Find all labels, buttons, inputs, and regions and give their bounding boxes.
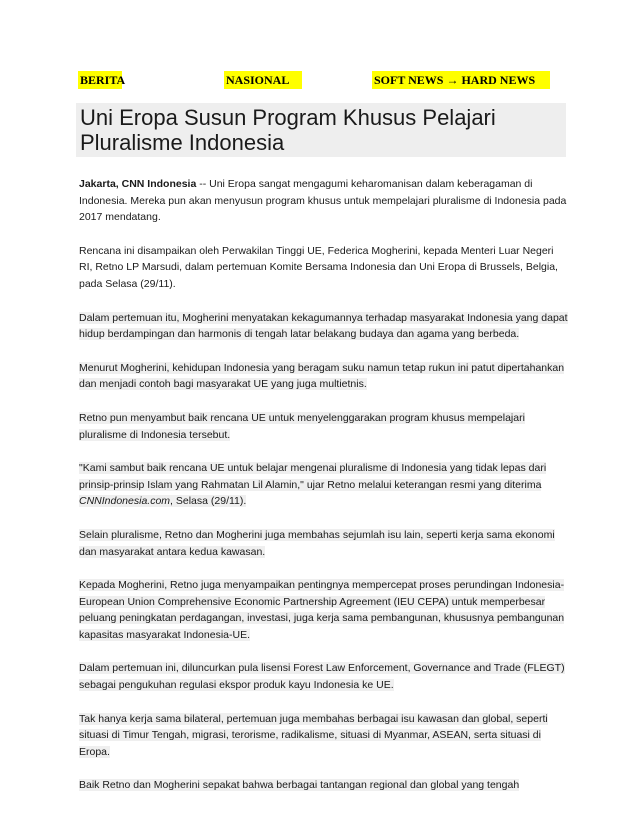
source-link: CNNIndonesia.com [79, 495, 171, 508]
news-type-tag: SOFT NEWS → HARD NEWS [372, 71, 550, 89]
paragraph-10 [79, 711, 569, 761]
paragraph-10-text: Tak hanya kerja sama bilateral, pertemuan juga membahas berbagai isu kawasan dan global, seperti situasi di Timur Tengah, migrasi, terorisme, radikalisme, situasi di Myanmar, ASEAN, serta situasi di Eropa. [79, 712, 548, 758]
paragraph-5 [79, 410, 569, 443]
paragraph-7 [79, 527, 569, 560]
paragraph-3 [79, 310, 569, 343]
paragraph-11 [79, 777, 569, 794]
paragraph-6 [79, 460, 569, 510]
paragraph-6-text-a: "Kami sambut baik rencana UE untuk belajar mengenai pluralisme di Indonesia yang tidak lepas dari prinsip-prinsip Islam yang Rahmatan Lil Alamin," ujar Retno melalui keterangan resmi yang diterima [79, 462, 547, 491]
paragraph-3-text: Dalam pertemuan itu, Mogherini menyatakan kekagumannya terhadap masyarakat Indonesia yang dapat hidup berdampingan dan harmonis di tengah latar belakang budaya dan agama yang berbeda. [79, 311, 568, 341]
paragraph-4-text: Menurut Mogherini, kehidupan Indonesia yang beragam suku namun tetap rukun ini patut dipertahankan dan menjadi contoh bagi masyarakat UE yang juga multietnis. [79, 361, 565, 391]
section-tag: NASIONAL [224, 71, 302, 89]
paragraph-8 [79, 577, 569, 643]
dateline: Jakarta, CNN Indonesia [79, 178, 197, 190]
paragraph-5-text: Retno pun menyambut baik rencana UE untuk menyelenggarakan program khusus mempelajari pluralisme di Indonesia tersebut. [79, 411, 525, 441]
paragraph-11-text: Baik Retno dan Mogherini sepakat bahwa berbagai tantangan regional dan global yang tengah [79, 779, 520, 792]
article-body [79, 176, 569, 811]
article-title: Uni Eropa Susun Program Khusus Pelajari Pluralisme Indonesia [76, 103, 566, 157]
paragraph-7-text: Selain pluralisme, Retno dan Mogherini juga membahas sejumlah isu lain, seperti kerja sama ekonomi dan masyarakat antara kedua kawasan. [79, 528, 555, 558]
paragraph-9-text: Dalam pertemuan ini, diluncurkan pula lisensi Forest Law Enforcement, Governance and Trade (FLEGT) sebagai pengukuhan regulasi ekspor produk kayu Indonesia ke UE. [79, 662, 565, 692]
category-tag: BERITA [80, 73, 126, 87]
paragraph-8-text: Kepada Mogherini, Retno juga menyampaikan pentingnya mempercepat proses perundingan Indonesia-European Union Comprehensive Economic Partnership Agreement (IEU CEPA) untuk memperbesar peluang peningkatan perdagangan, investasi, juga kerja sama pembangunan, khususnya pembangunan kapasitas masyarakat Indonesia-UE. [79, 579, 565, 641]
paragraph-1 [79, 176, 569, 226]
paragraph-4 [79, 360, 569, 393]
paragraph-1-text: -- Uni Eropa sangat mengagumi keharomanisan dalam keberagaman di Indonesia. Mereka pun akan menyusun program khusus untuk mempelajari pluralisme di Indonesia pada 2017 mendatang. [79, 178, 567, 224]
paragraph-2: Rencana ini disampaikan oleh Perwakilan Tinggi UE, Federica Mogherini, kepada Menteri Luar Negeri RI, Retno LP Marsudi, dalam pertemuan Komite Bersama Indonesia dan Uni Eropa di Brussels, Belgia, pada Selasa (29/11). [79, 244, 558, 290]
paragraph-6-text-b: , Selasa (29/11). [170, 495, 247, 508]
tag-row [78, 71, 558, 91]
paragraph-9 [79, 660, 569, 693]
